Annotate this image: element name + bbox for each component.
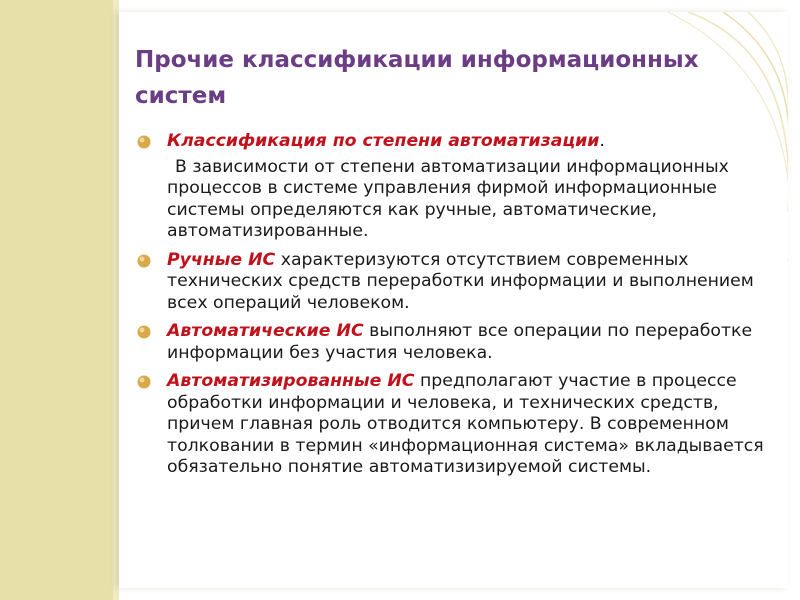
list-item <box>137 321 777 364</box>
list-item <box>137 371 777 479</box>
bullet-icon <box>137 375 151 389</box>
term-description: предполагают участие в процессе обработки информации и человека, и технических средств, причем главная роль отводится компьютеру. В современном толковании в термин «информационная система» вкладывается обязательно понятие автоматизизируемой системы. <box>167 371 764 477</box>
term-automated-is: Автоматизированные ИС <box>167 371 415 391</box>
bullet-icon <box>137 254 151 268</box>
heading-period: . <box>599 131 605 151</box>
bullet-icon <box>137 325 151 339</box>
list-item <box>137 131 777 153</box>
slide-title: Прочие классификации информационных систем <box>135 47 699 109</box>
bullet-icon <box>137 135 151 149</box>
term-automatic-is: Автоматические ИС <box>167 321 364 341</box>
term-description: выполняют все операции по переработке информации без участия человека. <box>167 321 753 363</box>
term-description: характеризуются отсутствием современных технических средств переработки информации и выполнением всех операций человеком. <box>167 249 754 313</box>
slide-body <box>137 131 777 479</box>
classification-heading: Классификация по степени автоматизации <box>167 131 600 151</box>
term-manual-is: Ручные ИС <box>167 249 276 270</box>
list-item <box>137 250 777 315</box>
left-decorative-band <box>0 0 113 600</box>
intro-paragraph: В зависимости от степени автоматизации информационных процессов в системе управления фирмой информационные системы определяются как ручные, автоматические, автоматизированные. <box>167 156 729 241</box>
